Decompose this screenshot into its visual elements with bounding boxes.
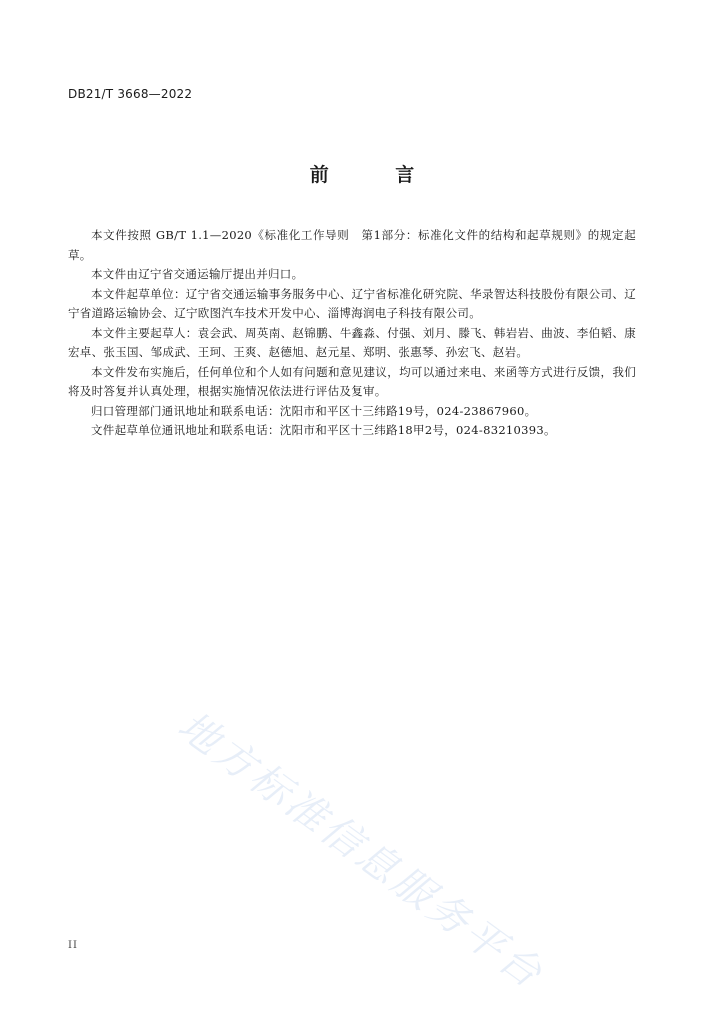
paragraph-proposer: 本文件由辽宁省交通运输厅提出并归口。: [91, 267, 304, 281]
paragraph-drafters: 本文件主要起草人：袁会武、周英南、赵锦鹏、牛鑫淼、付强、刘月、滕飞、韩岩岩、曲波、李伯韬、康宏卓、张玉国、邹成武、王珂、王爽、赵德旭、赵元星、郑明、张惠琴、孙宏飞、赵岩。: [68, 325, 636, 359]
paragraph-drafter-contact: 文件起草单位通讯地址和联系电话：沈阳市和平区十三纬路18甲2号，024-83210393。: [91, 423, 556, 437]
document-body: [68, 226, 636, 441]
watermark: 地方标准信息服务平台: [169, 702, 553, 999]
paragraph-drafting-rules: 本文件按照 GB/T 1.1—2020《标准化工作导则 第1部分：标准化文件的结构和起草规则》的规定起草。: [68, 228, 636, 262]
page-number: II: [68, 940, 78, 951]
paragraph-drafting-units: 本文件起草单位：辽宁省交通运输事务服务中心、辽宁省标准化研究院、华录智达科技股份有限公司、辽宁省道路运输协会、辽宁欧图汽车技术开发中心、淄博海润电子科技有限公司。: [68, 286, 636, 320]
standard-code: DB21/T 3668—2022: [68, 87, 193, 101]
page-title: 前 言: [309, 164, 445, 186]
paragraph-feedback: 本文件发布实施后，任何单位和个人如有问题和意见建议，均可以通过来电、来函等方式进行反馈，我们将及时答复并认真处理，根据实施情况依法进行评估及复审。: [68, 364, 636, 398]
paragraph-authority-contact: 归口管理部门通讯地址和联系电话：沈阳市和平区十三纬路19号，024-23867960。: [91, 403, 537, 418]
